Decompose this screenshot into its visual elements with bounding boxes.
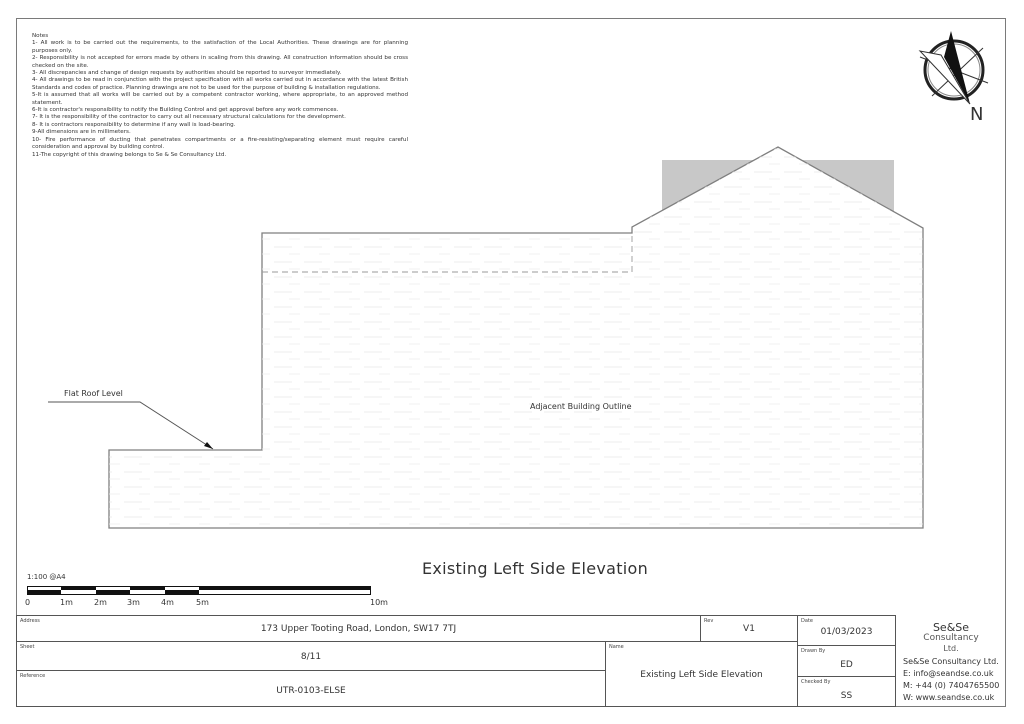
flat-roof-label: Flat Roof Level — [64, 389, 123, 398]
note-item: 1- All work is to be carried out the requirements, to the satisfaction of the Local Authorities. These drawings are for planning purposes only. — [32, 40, 408, 54]
flat-roof-leader-line — [48, 402, 213, 449]
date-value: 01/03/2023 — [820, 627, 873, 637]
name-caption: Name — [609, 644, 624, 650]
leader-arrowhead-icon — [204, 442, 213, 449]
scale-label: 1:100 @A4 — [27, 573, 66, 581]
reference-value: UTR-0103-ELSE — [276, 686, 346, 696]
scale-tick: 3m — [127, 598, 140, 607]
name-value: Existing Left Side Elevation — [640, 670, 763, 680]
rev-value: V1 — [743, 624, 755, 634]
name-cell — [605, 641, 798, 707]
logo-line-2: Consultancy — [923, 633, 979, 643]
company-web: W: www.seandse.co.uk — [903, 693, 995, 702]
address-caption: Address — [20, 618, 40, 624]
note-item: 6-It is contractor's responsibility to notify the Building Control and get approval before any work commences. — [32, 107, 339, 114]
company-logo-block — [895, 615, 1006, 707]
scale-tick: 4m — [161, 598, 174, 607]
address-value: 173 Upper Tooting Road, London, SW17 7TJ — [260, 624, 457, 634]
date-cell — [797, 615, 896, 646]
company-phone: M: +44 (0) 7404765500 — [903, 681, 1000, 690]
sheet-caption: Sheet — [20, 644, 35, 650]
checked-by-value: SS — [840, 691, 853, 701]
scale-tick: 2m — [94, 598, 107, 607]
note-item: 11-The copyright of this drawing belongs to Se & Se Consultancy Ltd. — [32, 151, 227, 158]
reference-caption: Reference — [20, 673, 46, 679]
note-item: 4- All drawings to be read in conjunction with the project specification with all works carried out in accordance with the latest British Standards and codes of practice. Planning drawings are not to be used for the purpose of building & installation regulations. — [32, 77, 408, 91]
scale-bar — [27, 586, 372, 596]
rev-caption: Rev — [704, 618, 714, 624]
note-item: 2- Responsibility is not accepted for errors made by others in scaling from this drawing. All construction information should be cross checked on the site. — [32, 55, 408, 69]
north-label: N — [970, 104, 984, 125]
note-item: 7- It is the responsibility of the contractor to carry out all necessary structural calculations for the development. — [32, 114, 346, 121]
address-cell — [16, 615, 701, 642]
rev-cell — [700, 615, 798, 642]
note-item: 9-All dimensions are in millimeters. — [32, 129, 131, 136]
drawn-by-caption: Drawn By — [801, 648, 826, 654]
adjacent-building-label: Adjacent Building Outline — [530, 402, 632, 411]
note-item: 5-It is assumed that all works will be carried out by a competent contractor working, where appropriate, to an approved method statement. — [32, 92, 408, 106]
company-email: E: info@seandse.co.uk — [903, 669, 994, 678]
sheet-cell — [16, 641, 606, 671]
checked-by-caption: Checked By — [801, 679, 831, 685]
scale-tick: 5m — [196, 598, 209, 607]
note-item: 3- All discrepancies and change of design requests by authorities should be reported to surveyor immediately. — [32, 70, 342, 77]
drawn-by-value: ED — [840, 660, 853, 670]
scale-tick: 1m — [60, 598, 73, 607]
logo-line-1: Se&Se — [932, 621, 970, 634]
logo-line-3: Ltd. — [943, 644, 959, 653]
notes-heading: Notes — [32, 33, 49, 39]
scale-tick: 10m — [370, 598, 388, 607]
note-item: 8- It is contractors responsibility to determine if any wall is load-bearing. — [32, 121, 236, 128]
checked-by-cell — [797, 676, 896, 707]
north-arrow-compass-icon — [920, 31, 988, 104]
company-name: Se&Se Consultancy Ltd. — [903, 657, 999, 666]
date-caption: Date — [801, 618, 813, 624]
note-item: 10- Fire performance of ducting that penetrates compartments or a fire-resisting/separating element must require careful consideration and approval by building control. — [32, 136, 408, 151]
drawn-by-cell — [797, 645, 896, 677]
sheet-value: 8/11 — [300, 652, 322, 662]
scale-tick: 0 — [25, 598, 31, 607]
reference-cell — [16, 670, 606, 707]
drawing-title: Existing Left Side Elevation — [422, 559, 649, 578]
